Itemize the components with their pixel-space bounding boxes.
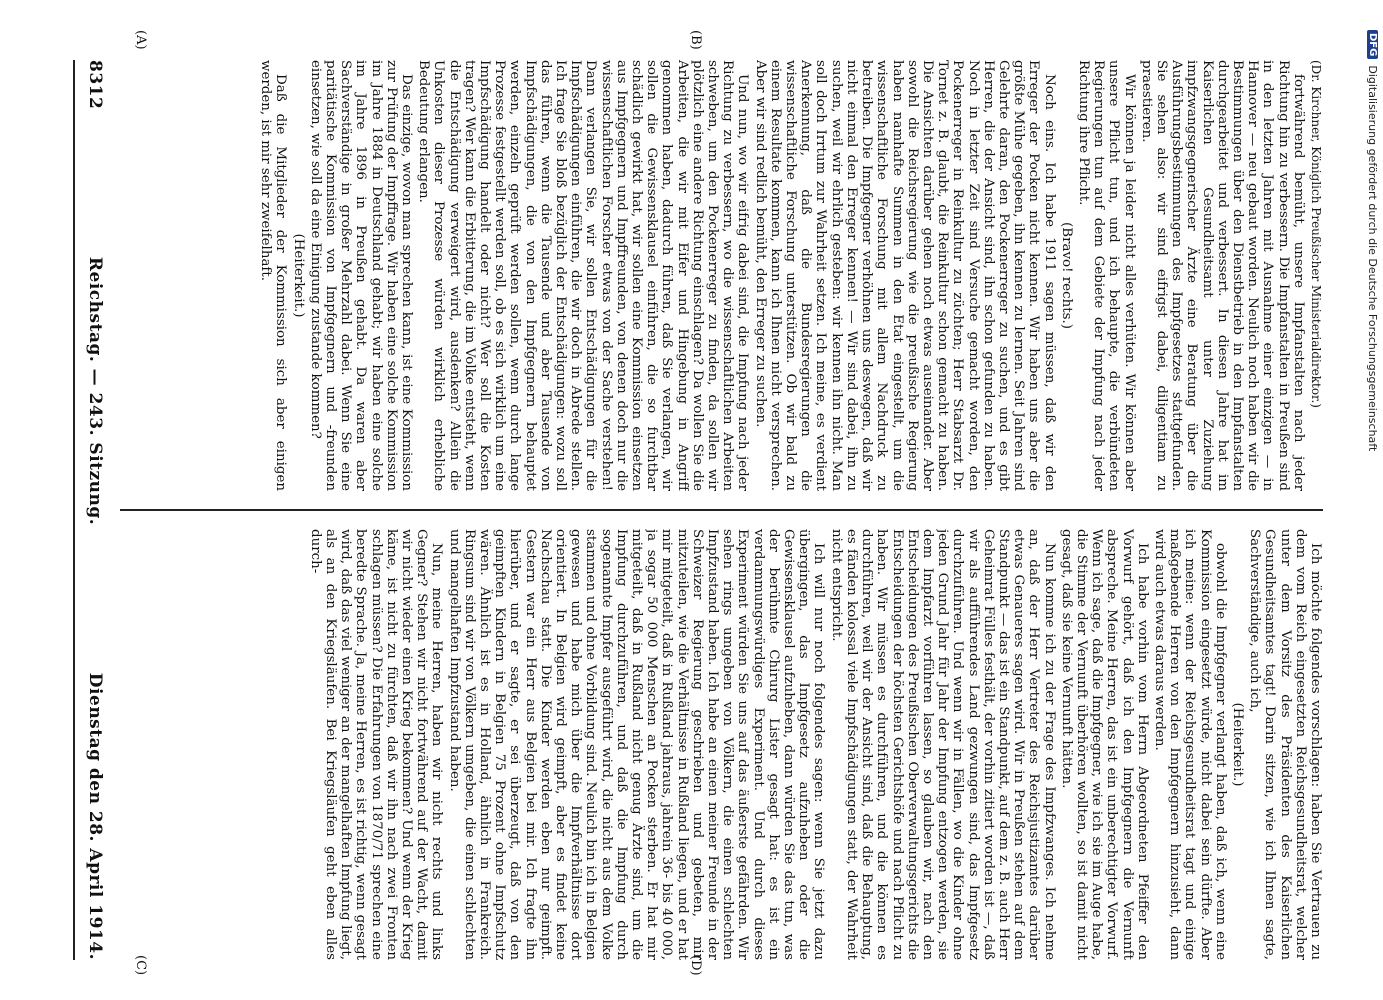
- paragraph: Nun, meine Herren, haben wir nicht rechts und links Gegner? Stehen wir nicht fortwährend auf der Wacht, damit wir nicht wieder einen Krieg bekommen? Und wenn der Krieg käme, ist nicht zu fürchten, daß wir ihn nach zwei Fronten schlagen müssen? Die Erfahrungen von 1870/71 sprechen eine beredte Sprache. Ja, meine Herren, es ist richtig, wenn gesagt wird, daß das viel weniger an der mangelhaften Impfung liegt, als an den Kriegsläufen. Bei Kriegsläufen geht eben alles durch-: [307, 529, 445, 960]
- paragraph: Und nun, wo wir eifrig dabei sind, die Impfung nach jeder Richtung zu verbessern, wo die wissenschaftlichen Arbeiten schweben, um den Pockenerreger zu finden, da sollen wir plötzlich eine andere Richtung einschlagen? Da wollen Sie die Arbeiten, die wir mit Eifer und Hingebung in Angriff genommen haben, dadurch führen, daß Sie verlangen, wir sollen die Gewissensklausel einführen, die so furchtbar schädlich gewirkt hat, wir sollen eine Kommission einsetzen aus Impfgegnern und Impffreunden, von denen doch nur die wissenschaftlichen Forscher etwas von der Sache verstehen! Dann verlangen Sie, wir sollen Entschädigungen für die Impfschädigungen einführen, die wir doch in Abrede stellen. Ich frage Sie bloß bezüglich der Entschädigungen: wozu soll das führen, wenn die Tausende und aber Tausende von Impfschädigungen, die von den Impfgegnern behauptet werden, einzeln geprüft werden sollen, wenn durch lange Prozesse festgestellt werden soll, ob es sich wirklich um eine Impfschädigung handelt oder nicht? Wer soll die Kosten tragen? Wer kann die Erbitterung, die im Volke entsteht, wenn die Entschädigung verweigert wird, ausdenken? Allein die Unkosten dieser Prozesse würden wirklich erhebliche Bedeutung erlangen.: [416, 60, 751, 491]
- interjection: (Bravo! rechts.): [1058, 222, 1074, 329]
- paragraph: Nun komme ich zu der Frage des Impfzwanges. Ich nehme an, daß der Herr Vertreter des Reichsjustizamtes darüber etwas Genaueres sagen wird. Wir in Preußen stehen auf dem Standpunkt — das ist ein Standpunkt, auf dem z. B. auch Herr Geheimrat Fülles festhält, der vorhin zitiert worden ist —, daß wir als aufführendes Land gezwungen sind, das Impfgesetz durchzuführen. Und wenn wir in Fällen, wo die Kinder ohne jeden Grund Jahr für Jahr der Impfung entzogen werden, sie dem Impfarzt vorführen lassen, so glauben wir, nach den Entscheidungen des Preußischen Oberverwaltungsgerichts die Entscheidungen der höchsten Gerichtshöfe und nach Pflicht zu haben. Wir müssen es durchführen, und die können es durchführen, weil wir der Ansicht sind, daß die Behauptung, es fänden kolossal viele Impfschädigungen statt, der Wahrheit nicht entspricht.: [828, 529, 1057, 960]
- paragraph: Wir können ja leider nicht alles verhüten. Wir können aber unsere Pflicht tun, und ich behaupte, die verbündeten Regierungen tun auf dem Gebiete der Impfung nach jeder Richtung ihre Pflicht.: [1075, 60, 1137, 491]
- text-columns: [120, 60, 1323, 960]
- paragraph: Ich will nur noch folgendes sagen: wenn Sie jetzt dazu übergingen, das Impfgesetz aufzuheben oder die Gewissensklausel aufzuheben, dann würden Sie das tun, was der berühmte Chirurg Lister gesagt hat: es ist ein verdammungswürdiges Experiment. Und durch dieses Experiment würden Sie uns auf das äußerste gefährden. Wir sehen rings umgeben von Völkern, die einen schlechten Impfzustand haben. Ich habe an einen meiner Freunde in der Schweizer Regierung geschrieben und gebeten, mir mitzuteilen, wie die Verhältnisse in Rußland liegen, und er hat mir mitgeteilt, daß in Rußland jahraus, jahrein 36- bis 40 000, ja sogar 50 000 Menschen an Pocken sterben. Er hat mir mitgeteilt, daß in Rußland nicht genug Ärzte sind, um die Impfung durchzuführen, und daß die Impfung durch sogenannte Impfer ausgeführt wird, die nicht aus dem Volke stammen und ohne Vorbildung sind. Neulich bin ich in Belgien gewesen und habe mich über die Impfverhältnisse dort orientiert. In Belgien wird geimpft, aber es findet keine Nachschau statt. Die Kinder werden eben nur geimpft. Gestern war ein Herr aus Belgien bei mir. Ich fragte ihn hierüber, und er sagte, er sei überzeugt, daß von den geimpften Kindern in Belgien 75 Prozent ohne Impfschutz wären. Ähnlich ist es in Holland, ähnlich in Frankreich. Ringsum sind wir von Völkern umgeben, die einen schlechten und mangelhaften Impfzustand haben.: [446, 529, 827, 960]
- page-header: [73, 60, 115, 960]
- paragraph: obwohl die Impfgegner verlangt haben, daß ich, wenn eine Kommission eingesetzt würde, nicht dabei sein dürfte. Aber ich meine: wenn der Reichsgesundheitsrat tagt und einige maßgebende Herren von den Impfgegnern hinzusieht, dann wird auch etwas daraus werden.: [1151, 529, 1228, 960]
- paragraph: Ich habe vorhin vom Herrn Abgeordneten Pfeiffer den Vorwurf gehört, daß ich den Impfgegnern die Vernunft abspreche. Meine Herren, das ist ein unberechtigter Vorwurf. Wenn ich sage, daß die Impfgegner, wie ich sie im Auge habe, die Stimme der Vernunft überhören wollten, so ist damit nicht gesagt, daß sie keine Vernunft hätten.: [1058, 529, 1150, 960]
- interjection: (Heiterkeit.): [1229, 702, 1245, 787]
- paragraph: Noch eins. Ich habe 1911 sagen müssen, daß wir den Erreger der Pocken nicht kennen. Wir haben uns aber die größte Mühe gegeben, ihn kennen zu lernen. Seit Jahren sind Gelehrte daran, den Pockenerreger zu suchen, und es gibt Herren, die der Ansicht sind, ihn schon gefunden zu haben. Noch in letzter Zeit sind Versuche gemacht worden, den Pockenerreger in Reinkultur zu züchten; Herr Stabsarzt Dr. Tornet z. B. glaubt, die Reinkultur schon gemacht zu haben. Die Ansichten darüber gehen noch etwas auseinander. Aber sowohl die Reichsregierung wie die preußische Regierung haben namhafte Summen in den Etat eingestellt, um die wissenschaftliche Forschung mit allem Nachdruck zu betreiben. Die Impfgegner verhöhnen uns deswegen, daß wir nicht einmal den Erreger kennen! — Wir sind dabei, ihn zu suchen, weil wir ehrlich gesteben: wir kennen ihn nicht. Man soll doch Irrtum zur Wahrheit setzen. Ich meine, es verdient Anerkennung, daß die Bundesregierungen die wissenschaftliche Forschung unterstützen. Ob wir bald zu einem Resultate kommen, kann ich Ihnen nicht versprechen. Aber wir sind redlich bemüht, den Erreger zu suchen.: [752, 60, 1057, 491]
- dfg-logo: DFG: [1367, 30, 1378, 59]
- margin-letter-b: (B): [688, 30, 703, 50]
- page-number: 8312: [85, 60, 105, 110]
- credit-text: Digitalisierung gefördert durch die Deutsche Forschungsgemeinschaft: [1366, 65, 1379, 452]
- paragraph: Daß die Mitglieder der Kommission sich aber einigen werden, ist mir sehr zweifelhaft.: [258, 60, 289, 491]
- left-column: [120, 60, 1323, 491]
- interjection: (Heiterkeit.): [290, 233, 306, 318]
- paragraph: Das einzige, wovon man sprechen kann, ist eine Kommission zur Prüfung der Impffrage. Wir haben eine solche Kommission im Jahre 1884 in Deutschland gehabt; wir haben eine solche im Jahre 1896 in Preußen gehabt. Da waren aber Sachverständige in großer Mehrzahl dabei. Wenn Sie eine paritätische Kommission von Impfgegnern und -freunden einsetzen, wie soll da eine Einigung zustande kommen?: [307, 60, 415, 491]
- right-column: [120, 529, 1323, 960]
- column-divider: [120, 509, 1323, 511]
- session-date: Dienstag den 28. April 1914.: [85, 672, 105, 960]
- digitization-credit: [1366, 30, 1379, 970]
- speaker-note: (Dr. Kirchner, Königlich Preußischer Ministerialdirektor.): [1309, 60, 1323, 408]
- margin-letter-d: (D): [688, 955, 703, 976]
- page-title: Reichstag. — 243. Sitzung.: [85, 256, 105, 526]
- paragraph: fortwährend bemüht, unsere Impfanstalten nach jeder Richtung hin zu verbessern. Die Impfanstalten in Preußen sind in den letzten Jahren mit Ausnahme einer einzigen — in Hannover — neu gebaut worden. Neulich noch haben wir die Bestimmungen über den Dienstbetrieb in den Impfanstalten durchgearbeitet und verbessert. In diesen Jahre hat im Kaiserlichen Gesundheitsamt unter Zuziehung impfzwangsgegnerischer Ärzte eine Beratung über die Ausführungsbestimmungen des Impfgesetzes stattgefunden. Sie sehen also: wir sind eifrigst dabei, diligentiam zu praestieren.: [1138, 60, 1306, 491]
- paragraph: Ich möchte folgendes vorschlagen: haben Sie Vertrauen zu dem vom Reich eingesetzten Reichsgesundheitsrat, welcher unter dem Vorsitz des Präsidenten des Kaiserlichen Gesundheitsamtes tagt! Darin sitzen, wie ich Ihnen sagte, Sachverständige, auch ich,: [1247, 529, 1323, 960]
- margin-letter-c: (C): [133, 955, 148, 976]
- margin-letter-a: (A): [133, 30, 148, 50]
